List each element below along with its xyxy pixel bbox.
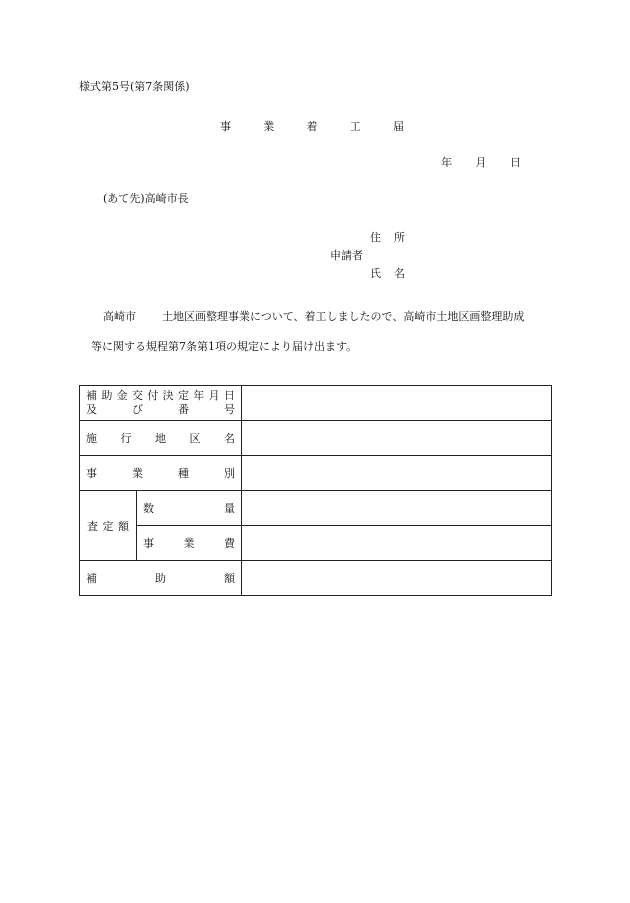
project-type-label — [80, 456, 242, 491]
quantity-label — [137, 491, 242, 526]
label-char: 補 — [86, 389, 97, 402]
table-row — [80, 561, 552, 596]
label-char: 交 — [131, 389, 143, 402]
label-char: 事 — [143, 537, 154, 550]
address-char: 所 — [394, 231, 405, 244]
table-row — [80, 491, 552, 526]
label-char: 名 — [224, 432, 235, 445]
body-line-2: 等に関する規程第7条第1項の規定により届け出ます。 — [91, 340, 358, 353]
label-char: 費 — [224, 537, 235, 550]
body-line-1-text: 土地区画整理事業について、着工しましたので、高崎市土地区画整理助成 — [162, 310, 525, 323]
label-char: 号 — [224, 403, 235, 416]
title-char: 業 — [263, 120, 275, 133]
label-char: び — [132, 403, 143, 416]
name-char: 名 — [394, 267, 405, 280]
label-char: 量 — [224, 502, 235, 515]
table-row — [80, 456, 552, 491]
table-row — [80, 526, 552, 561]
project-type-field[interactable] — [242, 456, 552, 491]
assessed-amount-label — [80, 491, 137, 561]
project-area-label — [80, 421, 242, 456]
label-char: 地 — [155, 432, 166, 445]
project-cost-label — [137, 526, 242, 561]
label-char: 番 — [178, 403, 189, 416]
title-char: 届 — [393, 120, 404, 133]
table-row — [80, 421, 552, 456]
title-char: 工 — [349, 120, 361, 133]
label-char: 査 — [87, 519, 98, 533]
subsidy-amount-field[interactable] — [242, 561, 552, 596]
label-char: 業 — [132, 467, 143, 480]
label-char: 事 — [86, 467, 97, 480]
document-title — [220, 121, 404, 132]
label-char: 額 — [118, 519, 129, 533]
project-area-field[interactable] — [242, 421, 552, 456]
date-line — [441, 157, 521, 168]
body-city: 高崎市 — [103, 310, 136, 323]
project-cost-field[interactable] — [242, 526, 552, 561]
label-char: 行 — [120, 432, 132, 445]
form-number: 様式第5号(第7条関係) — [79, 80, 190, 93]
quantity-field[interactable] — [242, 491, 552, 526]
label-char: 日 — [223, 389, 235, 402]
label-char: 助 — [101, 389, 113, 402]
label-char: 月 — [208, 389, 220, 402]
title-char: 事 — [220, 120, 231, 133]
label-char: 種 — [178, 467, 189, 480]
address-char: 住 — [370, 231, 381, 244]
date-year: 年 — [441, 156, 452, 169]
label-char: 業 — [183, 537, 195, 550]
subsidy-amount-label — [80, 561, 242, 596]
label-char: 助 — [155, 572, 166, 585]
grant-decision-label — [80, 386, 242, 421]
label-char: 及 — [86, 403, 97, 416]
body-line-1 — [103, 311, 524, 322]
applicant-address-label — [370, 232, 405, 243]
label-char: 区 — [189, 432, 201, 445]
label-char: 数 — [143, 502, 154, 515]
table-row — [80, 386, 552, 421]
application-table — [79, 385, 552, 596]
date-month: 月 — [475, 156, 487, 169]
label-char: 額 — [224, 572, 235, 585]
label-char: 付 — [147, 389, 159, 402]
label-char: 定 — [102, 519, 114, 533]
label-char: 定 — [177, 389, 189, 402]
date-day: 日 — [510, 156, 521, 169]
label-char: 別 — [224, 467, 235, 480]
title-char: 着 — [306, 120, 318, 133]
label-char: 金 — [116, 389, 128, 402]
applicant-label: 申請者 — [330, 249, 363, 262]
label-char: 補 — [86, 572, 97, 585]
grant-decision-field[interactable] — [242, 386, 552, 421]
label-char: 施 — [86, 432, 97, 445]
label-char: 年 — [193, 389, 205, 402]
label-char: 決 — [162, 389, 174, 402]
applicant-name-label — [370, 268, 405, 279]
addressee: (あて先)高崎市長 — [103, 192, 189, 205]
name-char: 氏 — [370, 267, 381, 280]
